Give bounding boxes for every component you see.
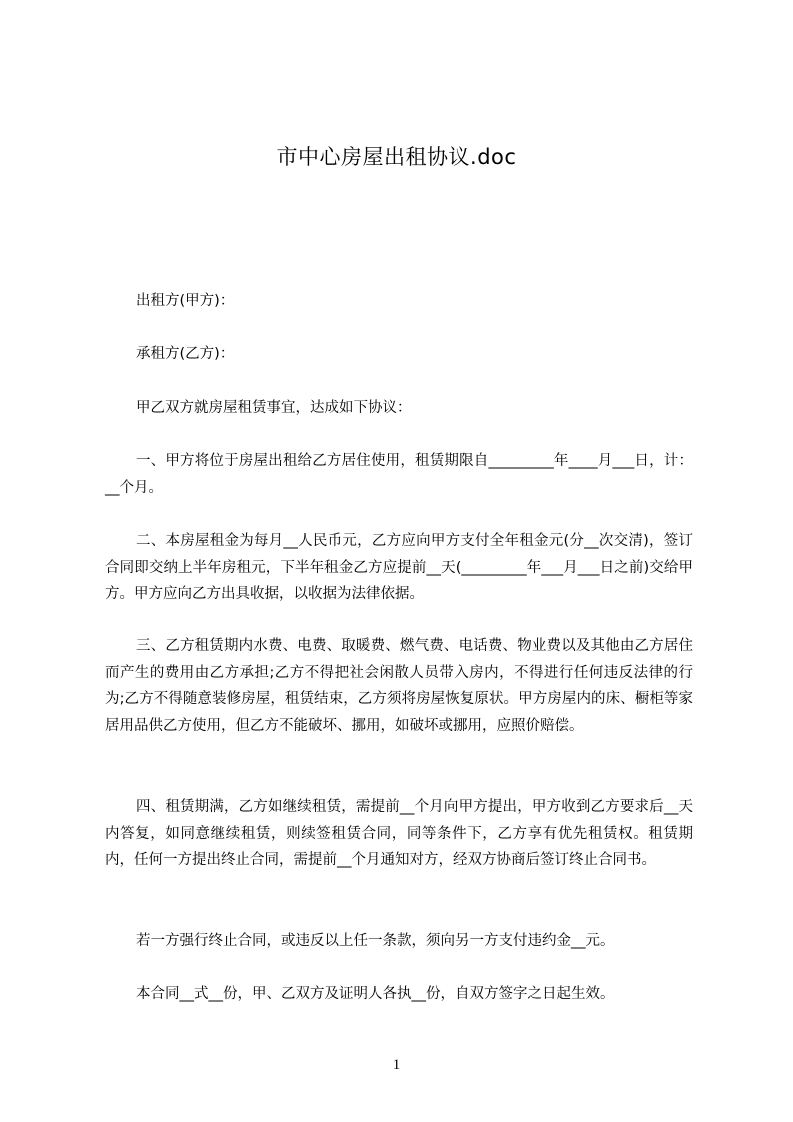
breach-clause: 若一方强行终止合同，或违反以上任一条款，须向另一方支付违约金__元。 [136,933,615,949]
clause-4: 四、租赁期满，乙方如继续租赁，需提前__个月向甲方提出，甲方收到乙方要求后__天内答复，如同意继续租赁，则续签租赁合同，同等条件下，乙方享有优先租赁权。租赁期内，任何一方提出终止合同，需提前__个月通知对方，经双方协商后签订终止合同书。 [105,799,693,868]
document-title: 市中心房屋出租协议.doc [276,145,517,169]
copies-clause: 本合同__式__份，甲、乙双方及证明人各执__份，自双方签字之日起生效。 [136,986,615,1002]
agreement-intro: 甲乙双方就房屋租赁事宜，达成如下协议： [136,400,412,416]
page-number: 1 [392,1057,401,1073]
lessor-line: 出租方(甲方)： [136,293,235,309]
clause-2: 二、本房屋租金为每月__人民币元，乙方应向甲方支付全年租金元(分__次交清)，签订合同即交纳上半年房租元，下半年租金乙方应提前__天(_________年___月___日之前)交给甲方。甲方应向乙方出具收据，以收据为法律依据。 [105,533,693,602]
clause-1: 一、甲方将位于房屋出租给乙方居住使用，租赁期限自_________年____月___日，计：__个月。 [105,453,693,496]
clause-3: 三、乙方租赁期内水费、电费、取暖费、燃气费、电话费、物业费以及其他由乙方居住而产生的费用由乙方承担;乙方不得把社会闲散人员带入房内，不得进行任何违反法律的行为;乙方不得随意装修房屋，租赁结束，乙方须将房屋恢复原状。甲方房屋内的床、橱柜等家居用品供乙方使用，但乙方不能破坏、挪用，如破坏或挪用，应照价赔偿。 [105,638,693,734]
lessee-line: 承租方(乙方)： [136,346,235,362]
